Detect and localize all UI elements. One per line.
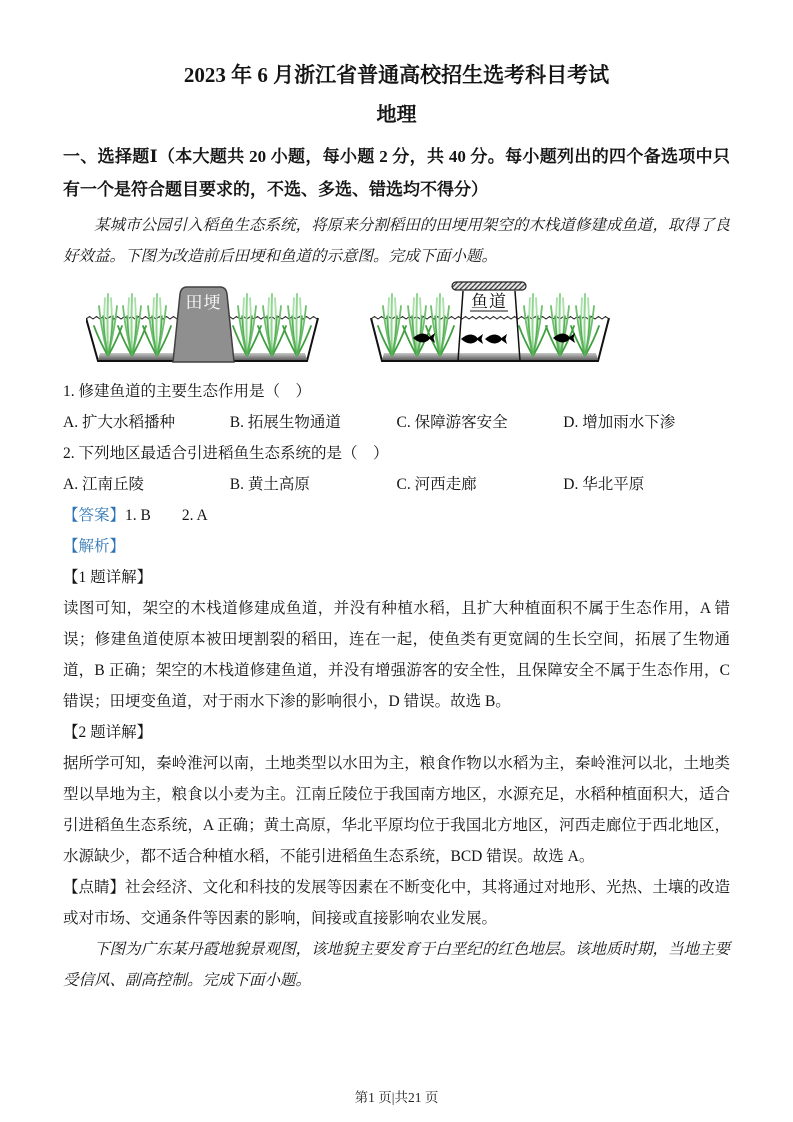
question-1-stem: 1. 修建鱼道的主要生态作用是（ ）	[63, 383, 312, 400]
rice-plant-icon	[94, 294, 122, 356]
rice-plant-icon	[403, 294, 431, 356]
exam-title: 2023 年 6 月浙江省普通高校招生选考科目考试	[183, 63, 610, 87]
option-2b: B. 黄土高原	[229, 476, 310, 493]
fishway-label: 鱼道	[471, 292, 507, 311]
analysis-line	[63, 531, 730, 562]
rice-plant-icon	[258, 294, 286, 356]
soil-layer	[382, 353, 598, 360]
rice-plant-icon	[378, 294, 406, 356]
option-1a: A. 扩大水稻播种	[63, 414, 175, 431]
diagram-before	[86, 287, 318, 362]
option-2d: D. 华北平原	[563, 476, 645, 493]
rice-plant-icon	[118, 294, 146, 356]
water-line	[371, 317, 609, 320]
option-1b: B. 拓展生物通道	[229, 414, 341, 431]
passage-rice-fish: 某城市公园引入稻鱼生态系统，将原来分割稻田的田埂用架空的木栈道修建成鱼道，取得了良好效益。下图为改造前后田埂和鱼道的示意图。完成下面小题。	[63, 217, 730, 265]
tip-label: 【点睛】	[63, 879, 126, 896]
option-2c: C. 河西走廊	[396, 476, 477, 493]
fish-icon	[485, 334, 507, 344]
detail-1-label: 【1 题详解】	[63, 569, 153, 586]
page-footer: 第1 页|共21 页	[354, 1090, 439, 1105]
option-2a: A. 江南丘陵	[63, 476, 144, 493]
section-heading: 一、选择题Ⅰ（本大题共 20 小题，每小题 2 分，共 40 分。每小题列出的四个备选项中只有一个是符合题目要求的，不选、多选、错选均不得分）	[63, 147, 730, 199]
boardwalk-plank	[452, 282, 526, 290]
rice-plant-icon	[426, 294, 454, 356]
option-1c: C. 保障游客安全	[396, 414, 508, 431]
rice-plant-icon	[233, 294, 261, 356]
rice-plant-icon	[283, 294, 311, 356]
detail-2-text: 据所学可知，秦岭淮河以南，土地类型以水田为主，粮食作物以水稻为主，秦岭淮河以北，土地类型以旱地为主，粮食以小麦为主。江南丘陵位于我国南方地区，水源充足，水稻种植面积大，适合引进稻鱼生态系统，A 正确；黄土高原，华北平原均位于我国北方地区，河西走廊位于西北地区，水源缺少，都不适合种植水稻，不能引进稻鱼生态系统，BCD 错误。故选 A。	[63, 755, 730, 865]
paddy-diagram-svg	[86, 276, 611, 368]
option-1d: D. 增加雨水下渗	[563, 414, 676, 431]
tip-text: 社会经济、文化和科技的发展等因素在不断变化中，其将通过对地形、光热、土壤的改造或对市场、交通条件等因素的影响，间接或直接影响农业发展。	[63, 879, 730, 927]
rice-plant-icon	[571, 294, 599, 356]
passage-danxia: 下图为广东某丹霞地貌景观图，该地貌主要发育于白垩纪的红色地层。该地质时期，当地主要受信风、副高控制。完成下面小题。	[63, 941, 730, 989]
detail-2-label: 【2 题详解】	[63, 724, 153, 741]
question-2-stem: 2. 下列地区最适合引进稻鱼生态系统的是（ ）	[63, 445, 389, 462]
tip-paragraph	[63, 872, 730, 934]
subject-title: 地理	[376, 104, 417, 126]
rice-plant-icon	[519, 294, 547, 356]
diagram-after	[371, 282, 609, 361]
question-2-options	[63, 469, 730, 500]
fishway-channel-wall	[458, 291, 463, 361]
figure-row	[63, 276, 730, 368]
answer-value: 1. B 2. A	[125, 507, 208, 524]
fish-icon	[461, 334, 483, 344]
rice-plant-icon	[143, 294, 171, 356]
answer-label: 【答案】	[63, 507, 126, 524]
rice-plant-icon	[546, 294, 574, 356]
analysis-label: 【解析】	[63, 538, 126, 555]
answer-line	[63, 500, 730, 531]
detail-1-text: 读图可知，架空的木栈道修建成鱼道，并没有种植水稻，且扩大种植面积不属于生态作用，A 错误；修建鱼道使原本被田埂割裂的稻田，连在一起，使鱼类有更宽阔的生长空间，拓展了生物通道，B 正确；架空的木栈道修建鱼道，并没有增强游客的安全性，且保障安全不属于生态作用，C 错误；田埂变鱼道，对于雨水下渗的影响很小，D 错误。故选 B。	[63, 600, 730, 710]
question-1-options	[63, 407, 730, 438]
field-ridge-label: 田埂	[185, 293, 222, 312]
